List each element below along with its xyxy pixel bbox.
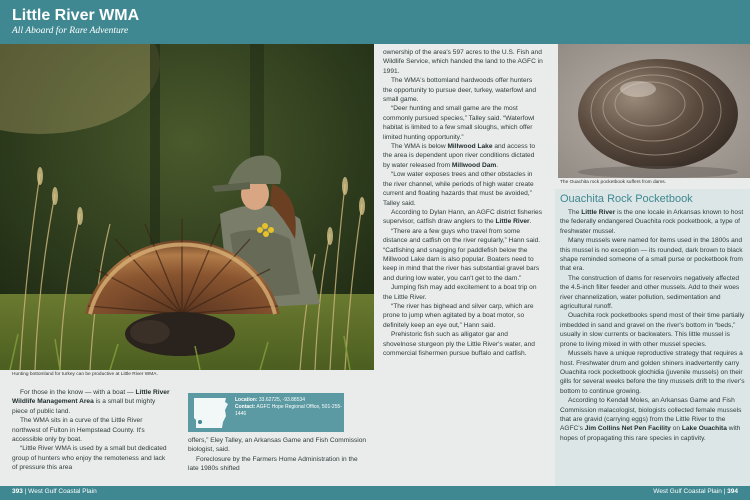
paragraph: The WMA's bottomland hardwoods offer hunters the opportunity to pursue deer, turkey, waterfowl and small game. [383, 77, 537, 104]
paragraph: “Little River WMA is used by a small but dedicated group of hunters who enjoy the remoteness and lack of pressure this area [12, 445, 167, 472]
paragraph: The WMA is below Millwood Lake and access to the area is dependent upon river conditions dictated by water released from Millwood Dam. [383, 143, 536, 169]
mussel-photo [558, 44, 750, 178]
paragraph: Foreclosure by the Farmers Home Administration in the late 1980s shifted [188, 455, 358, 473]
sidebar-body [560, 208, 745, 443]
paragraph: “There are a few guys who travel from some distance and catfish on the river regularly,” Hann said. “Catfishing and snagging for paddlefish below the Millwood Lake dam is also popular. Boaters need to keep in mind that the river has substantial gravel bars and during low water, you can't get to the dam.” [383, 227, 541, 282]
paragraph: Jumping fish may add excitement to a boat trip on the Little River. [383, 284, 537, 301]
footer-band [0, 486, 750, 500]
body-column-1 [12, 388, 172, 473]
left-folio: 393 | West Gulf Coastal Plain [12, 488, 97, 495]
main-photo-caption: Hunting bottomland for turkey can be productive at Little River WMA. [12, 372, 158, 377]
right-folio: West Gulf Coastal Plain | 394 [653, 488, 738, 495]
paragraph: Many mussels were named for items used in the 1800s and this mussel is no exception — its rounded, dark brown to black shape reminded someone of a small purse or pocketbook from that era. [560, 237, 743, 273]
mussel-photo-caption: The Ouachita rock pocketbook suffers from dams. [560, 180, 667, 185]
paragraph: “Low water exposes trees and other obstacles in the river channel, while periods of high water create current and floating hazards that must be avoided,” Talley said. [383, 171, 534, 207]
paragraph: Prehistoric fish such as alligator gar and shovelnose sturgeon ply the Little River's water, and commercial fishermen pursue buffalo and catfish. [383, 331, 535, 357]
sidebar-title: Ouachita Rock Pocketbook [560, 193, 693, 205]
hunter-turkey-photo [0, 44, 374, 370]
page-subtitle: All Aboard for Rare Adventure [12, 26, 129, 36]
paragraph: According to Dylan Hann, an AGFC district fisheries supervisor, catfish draw anglers to the Little River. [383, 208, 542, 226]
paragraph: ownership of the area's 597 acres to the U.S. Fish and Wildlife Service, which handed the land to the AGFC in 1991. [383, 49, 543, 75]
location-contact-text: Location: 33.62725, -93.88534 Contact: AGFC Hope Regional Office, 501-255-1446 [235, 397, 342, 417]
paragraph: “Deer hunting and small game are the most commonly pursued species,” Talley said. “Waterfowl habitat is limited to a few small sloughs, which offer limited hunting opportunity.” [383, 105, 535, 141]
paragraph: offers,” Eley Talley, an Arkansas Game and Fish Commission biologist, said. [188, 437, 367, 454]
paragraph: “The river has bighead and silver carp, which are prone to jump when agitated by a boat motor, so definitely keep an eye out,” Hann said. [383, 302, 534, 329]
paragraph: For those in the know — with a boat — Little River Wildlife Management Area is a small but mighty piece of public land. [12, 389, 170, 415]
body-column-3 [383, 48, 543, 358]
body-column-2 [188, 436, 368, 474]
paragraph: The construction of dams for reservoirs negatively affected the 4.5-inch filter feeder and other mussels. Add to their woes river channelization, water pollution, sedimentation and agricultural runoff. [560, 274, 740, 311]
paragraph: The Little River is the one locale in Arkansas known to host the federally endangered Ouachita rock pocketbook, a type of freshwater mussel. [560, 209, 744, 235]
paragraph: The WMA sits in a curve of the Little River northwest of Fulton in Hempstead County. It's accessible only by boat. [12, 417, 145, 444]
arkansas-map-icon [192, 396, 230, 435]
paragraph: Ouachita rock pocketbooks spend most of their time partially imbedded in sand and gravel on the river's bottom in “beds,” usually in slow currents or backwaters. This little mussel is prone to living mixed in with other mussel species. [560, 312, 745, 348]
page-title: Little River WMA [12, 7, 140, 24]
paragraph: According to Kendall Moles, an Arkansas Game and Fish Commission malacologist, biologists collected female mussels that are gravid (carrying eggs) from the Little River to the AGFC's Jim Collins Net Pen Facility on Lake Ouachita with hopes of propagating this rare species in captivity. [560, 397, 742, 442]
paragraph: Mussels have a unique reproductive strategy that requires a host. Freshwater drum and golden shiners inadvertently carry Ouachita rock pocketbook glochidia (juvenile mussels) on their gills for several weeks before the tiny mussels drift to the river's bottom to continue growing. [560, 350, 745, 395]
